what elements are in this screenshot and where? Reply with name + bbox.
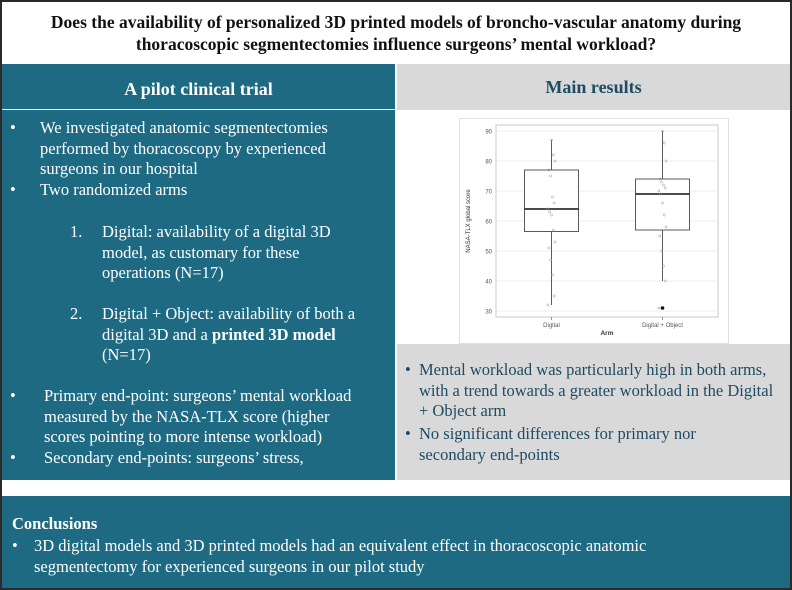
bullet: •: [10, 118, 16, 137]
bullet: •: [405, 360, 411, 379]
trial-item: [10, 180, 390, 201]
conclusions-heading: Conclusions: [12, 514, 98, 533]
poster-title-box: [2, 2, 790, 64]
y-tick-label: 60: [485, 219, 492, 226]
bullet: •: [12, 536, 18, 555]
conclusion-item: [12, 536, 772, 577]
endpoint-text: Secondary end-points: surgeons’ stress,: [44, 448, 304, 467]
poster-title: Does the availability of personalized 3D printed models of broncho-vascular anatomy during thoracoscopic segmentectomies influence surgeons’ mental workload?: [50, 12, 742, 54]
arm-text-part: Digital + Object: availability of both a digital 3D and a: [102, 304, 356, 344]
arm-text: Digital: availability of a digital 3D model, as customary for these operations (N=17): [102, 222, 331, 282]
results-panel: [397, 344, 790, 480]
endpoint-item: [10, 386, 390, 448]
trial-heading: A pilot clinical trial: [124, 78, 273, 99]
bullet: •: [405, 424, 411, 443]
x-tick-label: Digital + Object: [642, 323, 683, 329]
bullet: •: [10, 180, 16, 199]
y-axis-label: NASA-TLX global score: [466, 189, 472, 253]
result-text: No significant differences for primary nor secondary end-points: [419, 424, 696, 464]
box: [525, 170, 579, 232]
boxplot-chart: [460, 119, 728, 343]
arm-item: [70, 222, 370, 284]
results-heading: Main results: [545, 76, 642, 97]
x-axis-label: Arm: [600, 330, 614, 337]
y-tick-label: 70: [485, 189, 492, 196]
result-item: [405, 424, 780, 465]
arm-item: [70, 304, 380, 366]
result-item: [405, 360, 780, 422]
box: [636, 179, 690, 230]
endpoint-item: [10, 448, 390, 469]
arm-text-part: (N=17): [102, 345, 151, 364]
trial-panel: [2, 110, 395, 480]
outlier-point: [661, 306, 665, 310]
chart-panel: [397, 110, 790, 342]
y-tick-label: 40: [485, 279, 492, 286]
bullet: •: [10, 386, 16, 405]
y-tick-label: 80: [485, 159, 492, 166]
results-heading-box: [397, 64, 790, 110]
chart-box: [459, 118, 729, 344]
y-tick-label: 50: [485, 249, 492, 256]
y-tick-label: 90: [485, 129, 492, 136]
endpoint-text: Primary end-point: surgeons’ mental workload measured by the NASA-TLX score (higher scores pointing to more intense workload): [44, 386, 352, 446]
trial-item-text: Two randomized arms: [40, 180, 188, 199]
trial-heading-box: [2, 64, 395, 112]
trial-item-text: We investigated anatomic segmentectomies performed by thoracoscopy by experienced surgeons in our hospital: [40, 118, 328, 178]
result-text: Mental workload was particularly high in both arms, with a trend towards a greater workload in the Digital + Object arm: [419, 360, 774, 420]
trial-item: [10, 118, 390, 180]
x-tick-label: Digital: [543, 323, 560, 329]
arm-text-bold: printed 3D model: [211, 324, 336, 344]
arm-number: 1.: [70, 222, 83, 241]
conclusions-panel: [2, 496, 790, 588]
y-tick-label: 30: [485, 309, 492, 316]
conclusion-text: 3D digital models and 3D printed models had an equivalent effect in thoracoscopic anatomic segmentectomy for experienced surgeons in our pilot study: [34, 536, 647, 576]
bullet: •: [10, 448, 16, 467]
arm-number: 2.: [70, 304, 83, 323]
arm-text: [102, 304, 378, 366]
spacer: [2, 480, 790, 496]
